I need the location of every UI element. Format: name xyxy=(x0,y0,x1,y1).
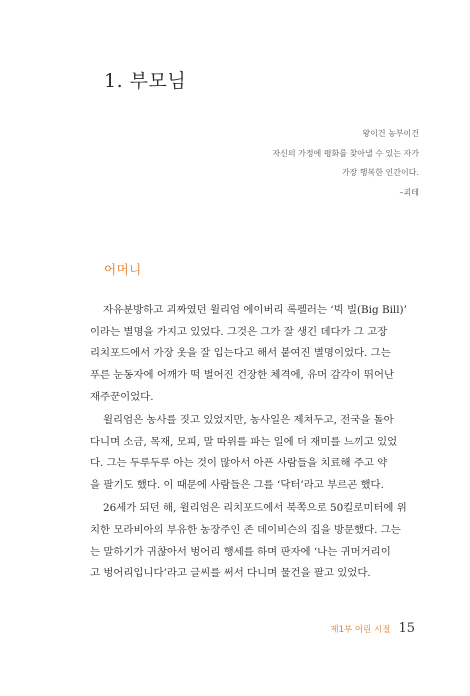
page-number: 15 xyxy=(398,621,415,636)
page-footer xyxy=(330,621,415,636)
running-footer-section: 제1부 어린 시절 xyxy=(330,625,391,635)
paragraph xyxy=(90,300,416,409)
text-line: 다니며 소금, 목재, 모피, 말 따위를 파는 일에 더 재미를 느끼고 있었 xyxy=(90,435,398,448)
text-line: 이라는 별명을 가지고 있었다. 그것은 그가 잘 생긴 데다가 그 고장 xyxy=(90,325,388,338)
text-line: 리치포드에서 가장 옷을 잘 입는다고 해서 붙여진 별명이었다. 그는 xyxy=(90,347,391,360)
paragraph xyxy=(90,410,416,497)
text-line: 푸른 눈동자에 어깨가 떡 벌어진 건장한 체격에, 유머 감각이 뛰어난 xyxy=(90,369,395,382)
text-line: 는 말하기가 귀찮아서 벙어리 행세를 하며 판자에 ‘나는 귀머거리이 xyxy=(90,545,391,558)
body-text xyxy=(90,300,416,587)
text-line: 을 팔기도 했다. 이 때문에 사람들은 그를 ‘닥터’라고 부르곤 했다. xyxy=(90,479,384,492)
text-line: 다. 그는 두루두루 아는 것이 많아서 아픈 사람들을 치료해 주고 약 xyxy=(90,457,388,470)
epigraph-line: 가장 행복한 인간이다. xyxy=(341,168,419,177)
text-line: 고 벙어리입니다’라고 글씨를 써서 다니며 물건을 팔고 있었다. xyxy=(90,567,371,580)
text-line: 윌리엄은 농사를 짓고 있었지만, 농사일은 제쳐두고, 전국을 돌아 xyxy=(103,414,394,427)
epigraph xyxy=(159,124,419,202)
chapter-title: 1. 부모님 xyxy=(104,70,187,92)
epigraph-line: 자신의 가정에 평화를 찾아낼 수 있는 자가 xyxy=(272,148,419,158)
section-heading: 어머니 xyxy=(104,262,142,277)
epigraph-line: 왕이건 농부이건 xyxy=(362,129,419,138)
text-line: 재주꾼이었다. xyxy=(90,390,154,403)
paragraph xyxy=(90,498,416,585)
epigraph-attribution: –괴테 xyxy=(399,187,419,197)
text-line: 치한 모라비아의 부유한 농장주인 존 데이비슨의 집을 방문했다. 그는 xyxy=(90,524,401,537)
text-line: 자유분방하고 괴짜였던 윌리엄 에이버리 록펠러는 ‘빅 빌(Big Bill)’ xyxy=(103,304,407,316)
text-line: 26세가 되던 해, 윌리엄은 리치포드에서 북쪽으로 50킬로미터에 위 xyxy=(103,502,407,515)
